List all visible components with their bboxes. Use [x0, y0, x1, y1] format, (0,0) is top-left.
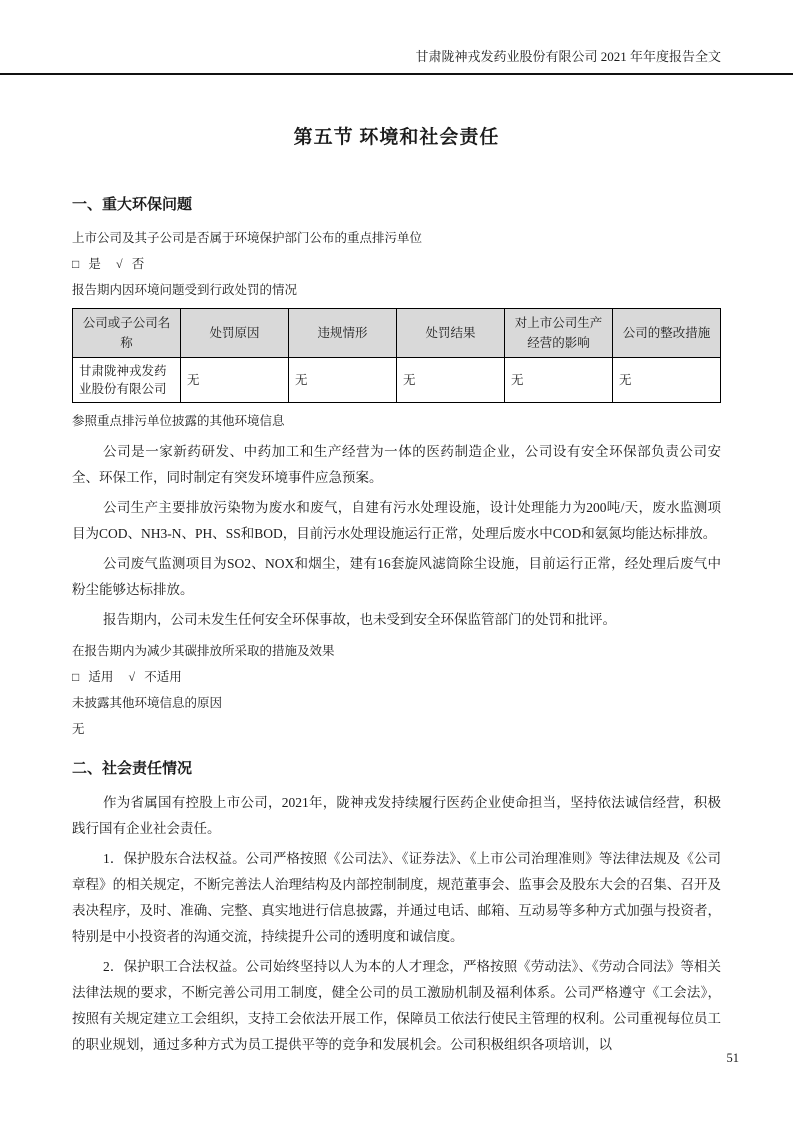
env-paragraph-2: 公司生产主要排放污染物为废水和废气，自建有污水处理设施，设计处理能力为200吨/天，废水监测项目为COD、NH3-N、PH、SS和BOD，目前污水处理设施运行正常，处理后废水中COD和氨氮均能达标排放。 [72, 500, 721, 541]
page-content [0, 125, 793, 1058]
page-title: 第五节 环境和社会责任 [293, 127, 500, 148]
penalty-table-header-row [73, 309, 721, 358]
cell-impact: 无 [505, 358, 613, 403]
carbon-applicable-choice [72, 669, 721, 685]
penalty-intro: 报告期内因环境问题受到行政处罚的情况 [72, 283, 298, 297]
other-env-info-label: 参照重点排污单位披露的其他环境信息 [72, 414, 285, 428]
choice-yes-label: 是 [88, 257, 101, 271]
choice-not-applicable-label: 不适用 [144, 670, 182, 684]
header-cell-penalty-reason: 处罚原因 [181, 309, 289, 358]
key-polluter-choice [72, 256, 721, 272]
no-disclosure-reason-label: 未披露其他环境信息的原因 [72, 696, 223, 710]
checkbox-unchecked-icon: □ [72, 670, 80, 684]
header-cell-rectification: 公司的整改措施 [613, 309, 721, 358]
env-paragraph-1: 公司是一家新药研发、中药加工和生产经营为一体的医药制造企业，公司设有安全环保部负责公司安全、环保工作，同时制定有突发环境事件应急预案。 [72, 444, 721, 485]
page-number: 51 [726, 1051, 739, 1065]
social-paragraph-2: 1．保护股东合法权益。公司严格按照《公司法》、《证券法》、《上市公司治理准则》等法律法规及《公司章程》的相关规定，不断完善法人治理结构及内部控制制度，规范董事会、监事会及股东大会的召集、召开及表决程序，及时、准确、完整、真实地进行信息披露，并通过电话、邮箱、互动易等多种方式加强与投资者，特别是中小投资者的沟通交流，持续提升公司的透明度和诚信度。 [72, 851, 721, 944]
header-cell-company-name: 公司或子公司名称 [73, 309, 181, 358]
running-header [0, 0, 793, 75]
checkbox-unchecked-icon: □ [72, 257, 80, 271]
section2-heading: 二、社会责任情况 [72, 761, 193, 777]
env-paragraph-3: 公司废气监测项目为SO2、NOX和烟尘，建有16套旋风滤筒除尘设施，目前运行正常，经处理后废气中粉尘能够达标排放。 [72, 556, 721, 597]
check-icon: √ [116, 257, 123, 271]
cell-company-name: 甘肃陇神戎发药业股份有限公司 [73, 358, 181, 403]
choice-applicable-label: 适用 [88, 670, 114, 684]
social-paragraph-1: 作为省属国有控股上市公司，2021年，陇神戎发持续履行医药企业使命担当，坚持依法诚信经营，积极践行国有企业社会责任。 [72, 795, 721, 836]
cell-violation: 无 [289, 358, 397, 403]
header-cell-violation: 违规情形 [289, 309, 397, 358]
social-paragraph-3: 2．保护职工合法权益。公司始终坚持以人为本的人才理念，严格按照《劳动法》、《劳动合同法》等相关法律法规的要求，不断完善公司用工制度，健全公司的员工激励机制及福利体系。公司严格遵守《工会法》，按照有关规定建立工会组织，支持工会依法开展工作，保障员工依法行使民主管理的权利。公司重视每位员工的职业规划，通过多种方式为员工提供平等的竞争和发展机会。公司积极组织各项培训，以 [72, 959, 721, 1052]
cell-penalty-result: 无 [397, 358, 505, 403]
running-header-text: 甘肃陇神戎发药业股份有限公司 2021 年年度报告全文 [415, 49, 721, 64]
env-paragraph-4: 报告期内，公司未发生任何安全环保事故，也未受到安全环保监管部门的处罚和批评。 [103, 612, 617, 627]
check-icon: √ [128, 670, 136, 684]
choice-no-label: 否 [131, 257, 145, 271]
cell-rectification: 无 [613, 358, 721, 403]
cell-penalty-reason: 无 [181, 358, 289, 403]
key-polluter-question: 上市公司及其子公司是否属于环境保护部门公布的重点排污单位 [72, 231, 423, 245]
penalty-table-row [73, 358, 721, 403]
penalty-table [72, 308, 721, 403]
none-value: 无 [72, 722, 85, 736]
carbon-measures-label: 在报告期内为减少其碳排放所采取的措施及效果 [72, 644, 335, 658]
section1-heading: 一、重大环保问题 [72, 197, 193, 213]
header-cell-impact: 对上市公司生产经营的影响 [505, 309, 613, 358]
header-cell-penalty-result: 处罚结果 [397, 309, 505, 358]
